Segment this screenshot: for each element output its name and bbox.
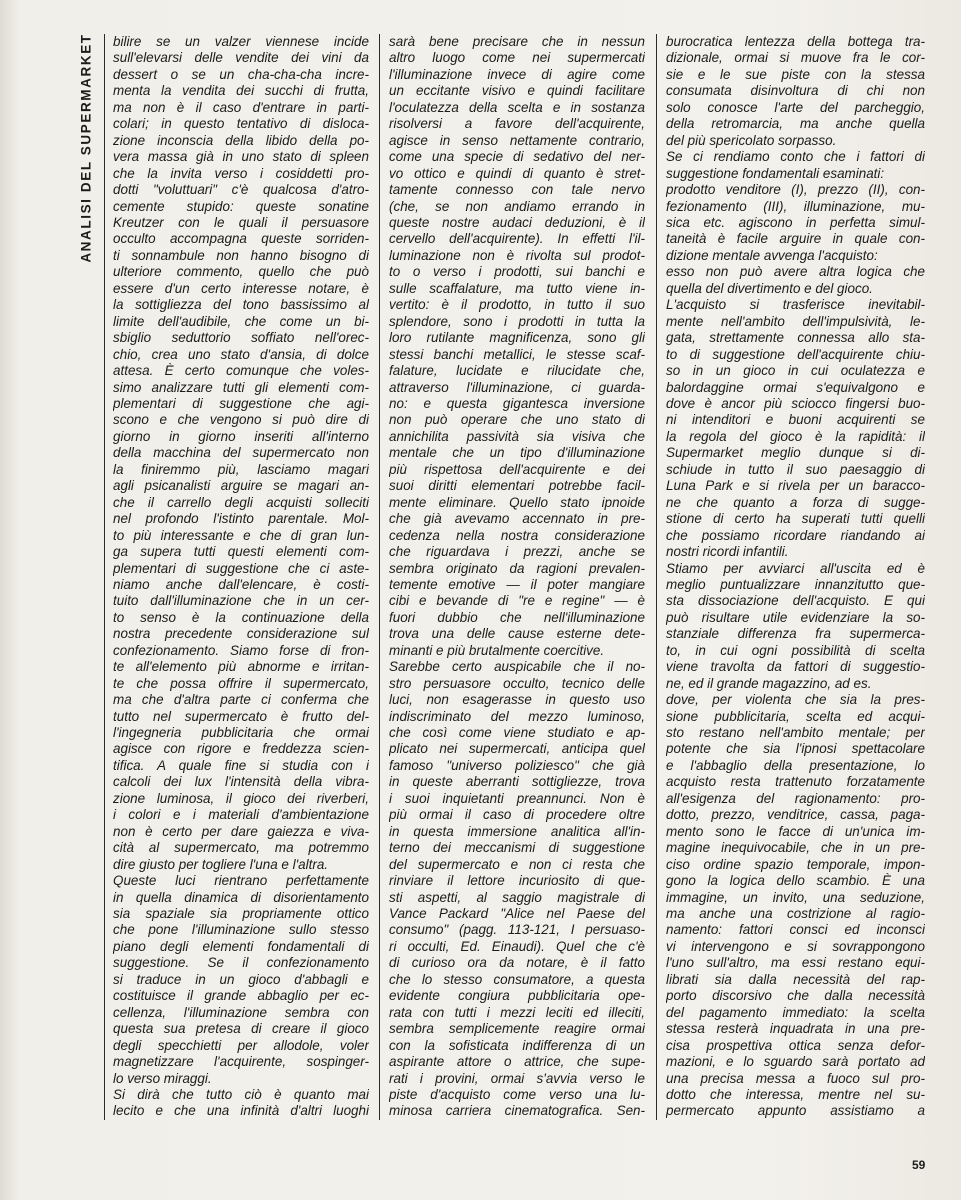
text-line: minosa carriera cinematografica. Sen- [389,1103,645,1119]
text-line: la finiremmo più, lasciamo magari [113,461,369,477]
text-line: sembra originato da ragioni prevalen- [389,560,645,576]
text-line: cisa prospettiva ottica senza defor- [666,1037,925,1053]
text-line: quella del divertimento e del gioco. [666,280,873,296]
text-line: cedenza nella nostra considerazione [389,527,645,543]
text-line: esso non può avere altra logica che [666,264,925,280]
text-line: in quella dinamica di disorientamento [113,889,369,905]
text-line: del supermercato e non ci resta che [389,856,645,872]
text-line: dotto, prezzo, venditrice, cassa, paga- [666,807,925,823]
text-line: (che, se non andiamo errando in [389,198,645,214]
text-line: stessi banchi metallici, le stesse scaf- [389,346,645,362]
text-line: rinviare il lettore incuriosito di que- [389,873,645,889]
text-line: ne che quanto a forza di sugge- [666,494,925,510]
text-line: sia spaziale sia propriamente ottico [113,906,369,922]
text-line: attesa. È certo comunque che voles- [113,363,369,379]
text-line: dire giusto per togliere l'una e l'altra. [113,856,329,872]
text-line: meglio puntualizzare innanzitutto que- [666,576,925,592]
text-line: nel profondo l'istinto parentale. Mol- [113,511,369,527]
text-line: vi intervengono e si sovrappongono [666,938,925,954]
text-line: costituisce il grande abbaglio per ec- [113,988,369,1004]
text-line: luci, non esagerasse in questo uso [389,692,645,708]
text-line: famoso "universo poliziesco" che già [389,757,645,773]
text-line: tamente connesso con tale nervo [389,182,645,198]
text-line: ri occulti, Ed. Einaudi). Quel che c'è [389,938,645,954]
text-line: permercato appunto assistiamo a [666,1103,925,1119]
text-line: tuito dall'illuminazione che in un cer- [113,593,369,609]
text-line: dizionale, ormai si muove fra le cor- [666,50,925,66]
text-line: suggestione. Se il confezionamento [113,955,369,971]
text-line: attraverso l'illuminazione, ci guarda- [389,379,645,395]
text-line: scono e che vengono si può dire di [113,412,369,428]
text-line: prodotto venditore (I), prezzo (II), con- [666,182,925,198]
text-line: ni intenditori e buoni acquirenti se [666,412,925,428]
text-line: tifica. A quale fine si studia con i [113,757,369,773]
text-line: lecito e che una infinità d'altri luoghi [113,1103,369,1119]
text-column-3 [666,34,925,1120]
text-line: dizione mentale avvenga l'acquisto: [666,247,878,263]
text-line: plementari di suggestione che ci aste- [113,560,369,576]
text-line: suggestione fondamentali esaminati: [666,165,885,181]
text-line: la sottigliezza del tono bassissimo al [113,297,369,313]
text-line: l'uno sull'altro, ma essi restano equi- [666,955,925,971]
text-line: può risultare utile evidenziare la so- [666,609,925,625]
text-line: confezionamento. Siamo forse di fron- [113,642,369,658]
text-line: piano degli elementi fondamentali di [113,938,369,954]
text-line: come una specie di sedativo del ner- [389,149,645,165]
text-line: trova una delle cause esterne dete- [389,626,645,642]
text-line: sulle scaffalature, ma tutto viene in- [389,280,645,296]
text-line: ma anche una costrizione al ragio- [666,906,925,922]
text-line: agisce con rigore e freddezza scien- [113,741,369,757]
text-line: un eccitante visivo e quindi facilitare [389,83,645,99]
text-line: ma non è il caso d'entrare in parti- [113,99,369,115]
text-line: stessa resterà inquadrata in una pre- [666,1021,925,1037]
text-line: Supermarket meglio dunque si di- [666,445,925,461]
text-line: più rispettosa dell'acquirente e dei [389,461,645,477]
text-line: rata con tutti i mezzi leciti ed illeciti, [389,1004,645,1020]
text-column-1 [113,34,369,1120]
text-line: minanti e più brutalmente coercitive. [389,642,605,658]
text-line: annichilita passività sia visiva che [389,428,645,444]
text-line: gono la logica dello scambio. È una [666,873,925,889]
text-line: della retromarcia, ma anche quella [666,116,925,132]
text-line: del più spericolato sorpasso. [666,132,837,148]
text-line: aspirante attore o attrice, che supe- [389,1054,645,1070]
column-divider [104,34,105,1120]
text-line: plicato nei supermercati, anticipa quel [389,741,645,757]
text-line: mente eliminare. Quello stato ipnoide [389,494,645,510]
text-line: essere d'un certo interesse notare, è [113,280,369,296]
text-line: all'esigenza del ragionamento: pro- [666,790,925,806]
text-line: non può operare che uno stato di [389,412,645,428]
text-line: mento sono le facce di un'unica im- [666,823,925,839]
text-line: cellenza, l'illuminazione sembra con [113,1004,369,1020]
text-line: una precisa messa a fuoco sul pro- [666,1070,925,1086]
text-line: si traduce in un gioco d'abbagli e [113,971,369,987]
text-line: sica etc. agiscono in perfetta simul- [666,214,925,230]
text-line: sti aspetti, al saggio magistrale di [389,889,645,905]
text-line: di curioso ora da notare, è il fatto [389,955,645,971]
text-line: ga supera tutti questi elementi com- [113,544,369,560]
text-line: vera massa già in uno stato di spleen [113,149,369,165]
text-line: chio, crea uno stato d'ansia, di dolce [113,346,369,362]
text-line: to senso è la continuazione della [113,609,369,625]
text-line: magnetizzare l'acquirente, sospinger- [113,1054,369,1070]
text-line: no: e questa gigantesca inversione [389,395,645,411]
text-line: Se ci rendiamo conto che i fattori di [666,149,925,165]
text-line: librati sia dalla necessità del rap- [666,971,925,987]
text-line: tutto nel supermercato è frutto del- [113,708,369,724]
text-line: evidente congiura pubblicitaria ope- [389,988,645,1004]
text-line: cibi e bevande di "re e regine" — è [389,593,645,609]
text-line: te che possa offrire il supermercato, [113,675,369,691]
text-line: zione inconscia della libido della po- [113,132,369,148]
text-line: magine inequivocabile, che in un pre- [666,840,925,856]
text-line: ne, ed il grande magazzino, ad es. [666,675,872,691]
text-line: menta la vendita dei succhi di frutta, [113,83,369,99]
text-line: so in un gioco in cui oculatezza e [666,363,925,379]
text-line: in questa immersione analitica all'in- [389,823,645,839]
text-line: balordaggine ormai s'equivalgono e [666,379,925,395]
text-line: sione pubblicitaria, scelta ed acqui- [666,708,925,724]
text-line: cemente stupido: queste sonatine [113,198,369,214]
text-line: consumata disinvoltura di chi non [666,83,925,99]
text-line: viene travolta da fattori di suggestio- [666,659,925,675]
text-line: stro persuasore occulto, tecnico delle [389,675,645,691]
text-line: agisce in senso nettamente contrario, [389,132,645,148]
text-line: to di suggestione dell'acquirente chiu- [666,346,925,362]
text-line: sto restano nell'ambito mentale; per [666,725,925,741]
text-line: to o verso i prodotti, sui banchi e [389,264,645,280]
text-line: sull'elevarsi delle vendite dei vini da [113,50,369,66]
text-line: che possiamo ricordare riandando ai [666,527,925,543]
text-line: schiude in tutto il suo paesaggio di [666,461,925,477]
text-line: suoi diritti elementari potrebbe facil- [389,478,645,494]
text-line: cervello dell'acquirente). In effetti l'il- [389,231,645,247]
text-line: che così come viene studiato e ap- [389,725,645,741]
text-line: porto discorsivo che dalla necessità [666,988,925,1004]
text-line: ciso ordine spazio temporale, impon- [666,856,925,872]
text-line: limite dell'audibile, che come un bi- [113,313,369,329]
text-line: temente emotive — il poter mangiare [389,576,645,592]
text-line: dessert o se un cha-cha-cha incre- [113,66,369,82]
text-line: non è certo per dare gaiezza e viva- [113,823,369,839]
text-line: luminazione non è rivolta sul prodot- [389,247,645,263]
text-line: giorno in giorno inseriti all'interno [113,428,369,444]
text-line: immagine, un invito, una seduzione, [666,889,925,905]
text-line: ma che d'altra parte ci conferma che [113,692,369,708]
text-line: l'illuminazione invece di agire come [389,66,645,82]
text-line: to, in cui ogni possibilità di scelta [666,642,925,658]
text-line: occulto accompagna queste sorriden- [113,231,369,247]
text-line: dove, per violenta che sia la pres- [666,692,925,708]
text-line: sarà bene precisare che in nessun [389,34,645,49]
text-line: nostra precedente considerazione sul [113,626,369,642]
text-line: burocratica lentezza della bottega tra- [666,34,925,49]
text-line: risolversi a favore dell'acquirente, [389,116,645,132]
text-line: simo analizzare tutti gli elementi com- [113,379,369,395]
text-line: Queste luci rientrano perfettamente [113,873,369,889]
text-line: queste nostre audaci deduzioni, è il [389,214,645,230]
text-line: loro rutilante magnificenza, sono gli [389,330,645,346]
text-line: fuori dubbio che nell'illuminazione [389,609,645,625]
section-title [66,28,106,268]
text-line: Sarebbe certo auspicabile che il no- [389,659,645,675]
text-line: te all'elemento più abnorme e irritan- [113,659,369,675]
text-line: e l'abbaglio della presentazione, lo [666,757,925,773]
text-line: niamo anche dall'elencare, è costi- [113,576,369,592]
text-line: L'acquisto si trasferisce inevitabil- [666,297,925,313]
text-line: vo ottico e quindi di quanto è stret- [389,165,645,181]
text-line: splendore, sono i prodotti in tutta la [389,313,645,329]
text-line: dove è ancor più sciocco fingersi buo- [666,395,925,411]
column-divider [656,34,657,1120]
text-line: che già avevamo accennato in pre- [389,511,645,527]
text-line: sembra semplicemente reagire ormai [389,1021,645,1037]
text-line: Stiamo per avviarci all'uscita ed è [666,560,925,576]
text-line: Si dirà che tutto ciò è quanto mai [113,1087,369,1102]
text-line: gata, strettamente connessa allo sta- [666,330,925,346]
text-line: che lo stesso consumatore, a questa [389,971,645,987]
text-line: Vance Packard "Alice nel Paese del [389,906,645,922]
text-line: in queste aberranti sottigliezze, trova [389,774,645,790]
page-number: 59 [912,1158,926,1172]
text-line: Luna Park e si rivela per un baracco- [666,478,925,494]
text-line: rati i provini, ormai s'avvia verso le [389,1070,645,1086]
text-line: potente che sia l'ipnosi spettacolare [666,741,925,757]
text-line: acquisto resta trattenuto forzatamente [666,774,925,790]
text-line: agli psicanalisti arguire se magari an- [113,478,369,494]
text-line: vertito: è il prodotto, in tutto il suo [389,297,645,313]
text-line: sie e le sue piste con la stessa [666,66,925,82]
text-line: mentale che un tipo d'illuminazione [389,445,645,461]
text-line: lo verso miraggi. [113,1070,212,1086]
text-line: taneità è facile arguire in quale con- [666,231,925,247]
text-line: della macchina del supermercato non [113,445,369,461]
text-line: che riguardava i prezzi, anche se [389,544,645,560]
text-column-2 [389,34,645,1120]
text-line: degli specchietti per allodole, voler [113,1037,369,1053]
text-line: stanziale differenza fra supermerca- [666,626,925,642]
text-line: la regola del gioco è la rapidità: il [666,428,925,444]
text-line: questa sua pretesa di creare il gioco [113,1021,369,1037]
text-line: ulteriore commento, quello che può [113,264,369,280]
text-line: indiscriminato del mezzo luminoso, [389,708,645,724]
text-line: l'oculatezza della scelta e in sostanza [389,99,645,115]
text-line: colari; in questo tentativo di disloca- [113,116,369,132]
text-line: zione luminosa, il gioco dei riverberi, [113,790,369,806]
text-line: piste d'acquisto come verso una lu- [389,1087,645,1102]
text-line: altro luogo come nei supermercati [389,50,645,66]
text-line: sta dissociazione dell'acquisto. E qui [666,593,925,609]
text-line: dotti "voluttuari" c'è qualcosa d'atro- [113,182,369,198]
text-line: che la invita verso i cosiddetti pro- [113,165,369,181]
column-divider [379,34,380,1120]
text-line: l'ingegneria pubblicitaria che ormai [113,725,369,741]
text-line: cità al supermercato, ma potremmo [113,840,369,856]
text-line: i colori e i materiali d'ambientazione [113,807,369,823]
section-title-text: ANALISI DEL SUPERMARKET [78,33,94,263]
text-line: che il carrello degli acquisti solleciti [113,494,369,510]
text-line: bilire se un valzer viennese incide [113,34,369,49]
text-line: più ormai il caso di procedere oltre [389,807,645,823]
text-line: nostri ricordi infantili. [666,544,789,560]
text-line: del pagamento immediato: la scelta [666,1004,925,1020]
text-line: che pone l'illuminazione sullo stesso [113,922,369,938]
text-line: to più interessante e che di gran lun- [113,527,369,543]
text-line: sbiglio seduttorio soffiato nell'orec- [113,330,369,346]
text-line: stione di certo ha superati tutti quelli [666,511,925,527]
text-line: con la sofisticata indifferenza di un [389,1037,645,1053]
text-line: solo conosce l'arte del parcheggio, [666,99,925,115]
text-line: dotto che interessa, mentre nel su- [666,1087,925,1102]
text-line: ti sonnambule non hanno bisogno di [113,247,369,263]
text-line: falature, lucidate e rilucidate che, [389,363,645,379]
text-line: calcoli dei lux l'intensità della vibra- [113,774,369,790]
text-line: i suoi inquietanti preannunci. Non è [389,790,645,806]
text-line: mazioni, e lo sguardo sarà portato ad [666,1054,925,1070]
text-line: mente nell'ambito dell'impulsività, le- [666,313,925,329]
text-line: plementari di suggestione che agi- [113,395,369,411]
text-line: fezionamento (III), illuminazione, mu- [666,198,925,214]
text-line: consumo" (pagg. 113-121, I persuaso- [389,922,645,938]
text-line: terno dei meccanismi di suggestione [389,840,645,856]
text-line: Kreutzer con le quali il persuasore [113,214,369,230]
text-line: namento: fattori consci ed inconsci [666,922,925,938]
